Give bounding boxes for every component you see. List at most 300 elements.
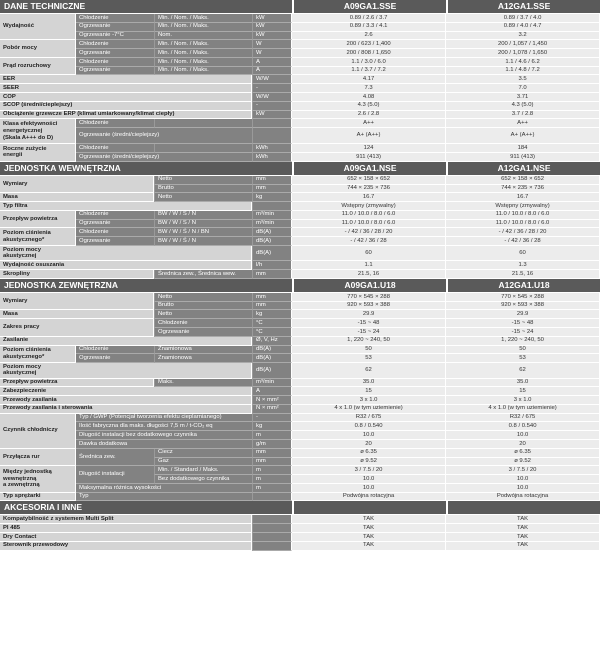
unit-label: dB(A) [252,346,292,355]
value-a: -15 ~ 24 [292,328,446,337]
value-a: 10.0 [292,475,446,484]
condition-label: Min. / Nom. / Maks. [154,40,252,49]
value-a: 1.1 / 3.7 / 7.2 [292,67,446,76]
mode-label: Ogrzewanie [76,67,154,76]
mode-label: Chłodzenie [76,119,154,128]
table-row [0,293,600,302]
row-label-line: akustycznego* [3,236,45,243]
value-a: 60 [292,246,446,261]
unit-label: N × mm² [252,396,292,405]
row-label: COP [0,93,252,102]
value-b: 10.0 [446,431,600,440]
condition-label: Bez dodatkowego czynnika [154,475,252,484]
mode-label: Ogrzewanie (średni/cieplejszy) [76,128,252,144]
value-b: 1, 220 ~ 240, 50 [446,337,600,346]
value-b: 3 x 1.0 [446,396,600,405]
table-row [0,533,600,542]
table-row [0,396,600,405]
mode-label: Ogrzewanie [76,220,154,229]
section-title: AKCESORIA I INNE [0,501,292,515]
unit-label: m [252,484,292,493]
row-label [0,346,76,364]
condition-label: BW / W / Ś / N / BN [154,228,252,237]
value-a: 3 x 1.0 [292,396,446,405]
row-label: EER [0,75,252,84]
table-row [0,431,600,440]
value-b: 652 × 158 × 652 [446,176,600,185]
table-row [0,354,600,363]
table-row [0,14,600,23]
table-row [0,23,600,32]
value-a: 200 / 808 / 1,650 [292,49,446,58]
unit-label: - [252,414,292,423]
value-a: 35.0 [292,379,446,388]
unit-label: - [252,102,292,111]
row-label: Przyłącza rur [0,449,76,467]
unit-label: W [252,40,292,49]
value-b: 62 [446,363,600,378]
unit-label: kg [252,310,292,319]
condition-label: Netto [154,176,252,185]
row-label-line: Klasa efektywności [3,121,58,128]
mode-label: Chłodzenie [76,14,154,23]
condition-label: Nom. [154,32,252,41]
table-row [0,387,600,396]
unit-label: N × mm² [252,405,292,414]
value-a: 911 (413) [292,153,446,162]
model-a-header: A09GA1.NSE [292,162,446,176]
row-label: Wydajność [0,14,76,40]
value-b: TAK [446,524,600,533]
value-b: 11.0 / 10.0 / 8.0 / 6.0 [446,220,600,229]
table-row [0,422,600,431]
unit-label: dB(A) [252,237,292,246]
table-row [0,337,600,346]
unit-label: mm [252,185,292,194]
condition-label [154,144,252,153]
value-b: 0.89 / 3.7 / 4.0 [446,14,600,23]
value-a: ø 9.52 [292,458,446,467]
value-b: 10.0 [446,475,600,484]
value-b: ø 9.52 [446,458,600,467]
value-b: TAK [446,515,600,524]
table-row [0,228,600,237]
unit-label: mm [252,449,292,458]
value-a: 7.3 [292,84,446,93]
value-b: Wstępny (zmywalny) [446,202,600,211]
row-label-line: Między jednostką [3,469,52,476]
unit-label [252,493,292,502]
value-a: ø 6.35 [292,449,446,458]
value-a: TAK [292,524,446,533]
value-a: 3 / 7.5 / 20 [292,466,446,475]
row-label-line: wewnętrzną [3,475,37,482]
value-a: 15 [292,387,446,396]
condition-label: Min. / Nom. / Maks. [154,49,252,58]
condition-label: Średnica zew., Średnica wew. [154,270,252,279]
table-row [0,111,600,120]
mode-label: Ogrzewanie [76,237,154,246]
condition-label: Min. / Standard / Maks. [154,466,252,475]
model-b-header: A12GA1.U18 [446,279,600,293]
table-row [0,542,600,551]
table-row [0,310,600,319]
unit-label: kW [252,32,292,41]
row-label: Przepływ powietrza [0,379,154,388]
unit-label: A [252,58,292,67]
value-a: 744 × 235 × 736 [292,185,446,194]
table-row [0,449,600,458]
value-a: 920 × 593 × 388 [292,302,446,311]
value-a: 124 [292,144,446,153]
table-row [0,176,600,185]
row-label [0,246,252,261]
condition-label: Netto [154,193,252,202]
value-b: 3.2 [446,32,600,41]
value-a: 1.1 / 3.0 / 6.0 [292,58,446,67]
table-row [0,128,600,144]
mode-label: Chłodzenie [76,211,154,220]
value-a: 21.5, 16 [292,270,446,279]
value-a: 770 × 545 × 288 [292,293,446,302]
mode-label: Ogrzewanie -7°C [76,32,154,41]
unit-label: m [252,466,292,475]
table-row [0,193,600,202]
unit-label: kW [252,14,292,23]
unit-label: °C [252,319,292,328]
table-row [0,493,600,502]
table-row [0,75,600,84]
unit-label: - [252,84,292,93]
table-row [0,524,600,533]
value-a: 2.6 / 2.8 [292,111,446,120]
value-a: 16.7 [292,193,446,202]
value-a: Podwójna rotacyjna [292,493,446,502]
value-b: - / 42 / 36 / 28 [446,237,600,246]
condition-label: Typ / GWP (Potencjał tworzenia efektu cieplarnianego) [76,414,252,423]
value-b: 16.7 [446,193,600,202]
row-label: Przewody zasilania [0,396,252,405]
value-b: 0.8 / 0.540 [446,422,600,431]
row-label: Typ filtra [0,202,252,211]
value-a: 0.89 / 3.3 / 4.1 [292,23,446,32]
condition-label: Ogrzewanie [154,328,252,337]
unit-label: mm [252,176,292,185]
unit-label: A [252,387,292,396]
table-row [0,84,600,93]
row-label: Typ sprężarki [0,493,76,502]
row-label: SEER [0,84,252,93]
section-title: JEDNOSTKA ZEWNĘTRZNA [0,279,292,293]
row-label [0,466,76,492]
table-row [0,32,600,41]
mode-label: Chłodzenie [76,228,154,237]
value-b: ø 6.35 [446,449,600,458]
unit-label: dB(A) [252,228,292,237]
condition-label: Gaz [154,458,252,467]
value-b: 770 × 545 × 288 [446,293,600,302]
value-b: 11.0 / 10.0 / 8.0 / 6.0 [446,211,600,220]
condition-label: Netto [154,293,252,302]
condition-label: Dawka dodatkowa [76,440,252,449]
value-a: A++ [292,119,446,128]
value-a: 62 [292,363,446,378]
table-row [0,237,600,246]
row-label-line: a zewnętrzną [3,482,40,489]
value-a: TAK [292,542,446,551]
value-a: 4.17 [292,75,446,84]
value-a: TAK [292,515,446,524]
unit-label: °C [252,328,292,337]
value-a: 652 × 158 × 652 [292,176,446,185]
condition-label: Maksymalna różnica wysokości [76,484,252,493]
table-row [0,440,600,449]
row-label: Pobór mocy [0,40,76,58]
row-label: Wydajność osuszania [0,261,252,270]
unit-label: Ø, V, Hz [252,337,292,346]
condition-label: Chłodzenie [154,319,252,328]
row-label-line: akustycznej [3,253,37,260]
row-label-line: Roczne zużycie [3,145,47,152]
unit-label: m [252,431,292,440]
value-b: 3.71 [446,93,600,102]
unit-label [252,515,292,524]
table-row [0,58,600,67]
mode-label: Chłodzenie [76,58,154,67]
row-label [0,228,76,246]
value-a: 0.89 / 2.6 / 3.7 [292,14,446,23]
value-a: 2.6 [292,32,446,41]
section-header-accessories [0,501,600,515]
condition-label: Min. / Nom. / Maks. [154,14,252,23]
table-row [0,144,600,153]
value-b: 1.1 / 4.6 / 6.2 [446,58,600,67]
model-a-header [292,501,446,515]
row-label: SCOP (średni/cieplejszy) [0,102,252,111]
value-b: 60 [446,246,600,261]
unit-label: A [252,67,292,76]
unit-label: m³/min [252,379,292,388]
table-row [0,270,600,279]
row-label-line: akustycznego* [3,353,45,360]
value-b: 4.3 (5.0) [446,102,600,111]
row-label: Przepływ powietrza [0,211,76,229]
condition-label: BW / W / Ś / N [154,220,252,229]
value-a: 200 / 623 / 1,400 [292,40,446,49]
row-label: Obciążenie grzewcze ERP (klimat umiarkowany/klimat ciepły) [0,111,252,120]
mode-label: Chłodzenie [76,40,154,49]
unit-label: kW [252,111,292,120]
table-row [0,119,600,128]
condition-label: Ciecz [154,449,252,458]
row-label [0,363,252,378]
mode-label: Ogrzewanie [76,49,154,58]
model-a-header: A09GA1.U18 [292,279,446,293]
mode-label: Chłodzenie [76,346,154,355]
condition-label: Brutto [154,185,252,194]
value-b: 1.1 / 4.8 / 7.2 [446,67,600,76]
model-b-header: A12GA1.NSE [446,162,600,176]
unit-label: dB(A) [252,246,292,261]
table-row [0,40,600,49]
value-b: 35.0 [446,379,600,388]
condition-label: Długość instalacji bez dodatkowego czynnika [76,431,252,440]
value-b: 184 [446,144,600,153]
section-header-technical [0,0,600,14]
unit-label: kW [252,23,292,32]
row-label: Dry Contact [0,533,252,542]
unit-label: W [252,49,292,58]
unit-label: kWh [252,144,292,153]
unit-label: g/m [252,440,292,449]
value-b: A+ (A++) [446,128,600,144]
unit-label: mm [252,302,292,311]
value-b: 920 × 593 × 388 [446,302,600,311]
value-b: 20 [446,440,600,449]
condition-label: Netto [154,310,252,319]
condition-label: Min. / Nom. / Maks. [154,23,252,32]
unit-label [252,524,292,533]
row-label: Przewody zasilania i sterowania [0,405,252,414]
value-b: 50 [446,346,600,355]
mode-label: Chłodzenie [76,144,154,153]
value-b: 0.89 / 4.0 / 4.7 [446,23,600,32]
value-b: 1.3 [446,261,600,270]
unit-label: m³/min [252,211,292,220]
mode-label: Ogrzewanie [76,354,154,363]
unit-label: dB(A) [252,354,292,363]
value-b: 3.5 [446,75,600,84]
unit-label [252,128,292,144]
value-a: 4.08 [292,93,446,102]
value-b: 21.5, 16 [446,270,600,279]
condition-label: Znamionowa [154,346,252,355]
row-label: Kompatybilność z systemem Multi Split [0,515,252,524]
value-a: 4 x 1.0 (w tym uziemienie) [292,405,446,414]
row-label-line: Poziom ciśnienia [3,347,51,354]
value-a: R32 / 675 [292,414,446,423]
table-row [0,220,600,229]
value-b: 200 / 1,078 / 1,650 [446,49,600,58]
table-row [0,261,600,270]
unit-label: kg [252,193,292,202]
table-row [0,515,600,524]
row-label-line: Poziom mocy [3,363,41,370]
table-row [0,153,600,162]
unit-label: mm [252,270,292,279]
value-b: 4 x 1.0 (w tym uziemienie) [446,405,600,414]
table-row [0,346,600,355]
condition-label: Ilość fabryczna dla maks. długości 7,5 m / t-CO₂ eq [76,422,252,431]
row-label: Wymiary [0,176,154,194]
row-label: Masa [0,193,154,202]
table-row [0,67,600,76]
unit-label: mm [252,458,292,467]
value-a: 4.3 (5.0) [292,102,446,111]
model-b-header: A12GA1.SSE [446,0,600,14]
condition-label: Maks. [154,379,252,388]
unit-label: m³/min [252,220,292,229]
row-label [0,119,76,144]
condition-label: BW / W / Ś / N [154,211,252,220]
table-row [0,202,600,211]
value-b: - / 42 / 36 / 28 / 20 [446,228,600,237]
row-label [0,144,76,162]
value-a: 1, 220 ~ 240, 50 [292,337,446,346]
value-a: 53 [292,354,446,363]
value-a: - / 42 / 36 / 28 [292,237,446,246]
row-label-line: Poziom ciśnienia [3,230,51,237]
row-label: Wymiary [0,293,154,311]
row-label: Czynnik chłodniczy [0,414,76,449]
value-b: 53 [446,354,600,363]
value-a: TAK [292,533,446,542]
model-b-header [446,501,600,515]
table-row [0,379,600,388]
value-b: -15 ~ 24 [446,328,600,337]
unit-label: kg [252,422,292,431]
value-a: 10.0 [292,484,446,493]
table-row [0,363,600,378]
value-b: 29.9 [446,310,600,319]
unit-label: dB(A) [252,363,292,378]
section-title: JEDNOSTKA WEWNĘTRZNA [0,162,292,176]
row-label: Zakres pracy [0,319,154,337]
section-header-outdoor [0,279,600,293]
unit-label [252,202,292,211]
row-label: Zasilanie [0,337,252,346]
row-label-line: Poziom mocy [3,246,41,253]
value-a: - / 42 / 36 / 28 / 20 [292,228,446,237]
table-row [0,49,600,58]
value-a: 1.1 [292,261,446,270]
unit-label [252,542,292,551]
value-b: 911 (413) [446,153,600,162]
condition-label: Brutto [154,302,252,311]
row-label-line: energii [3,152,23,159]
unit-label: W/W [252,93,292,102]
section-title: DANE TECHNICZNE [0,0,292,14]
table-row [0,466,600,475]
model-a-header: A09GA1.SSE [292,0,446,14]
value-b: TAK [446,542,600,551]
mode-label: Długość instalacji [76,466,154,484]
value-b: 3.7 / 2.8 [446,111,600,120]
value-a: 20 [292,440,446,449]
unit-label: l/h [252,261,292,270]
table-row [0,93,600,102]
value-b: R32 / 675 [446,414,600,423]
value-b: 3 / 7.5 / 20 [446,466,600,475]
row-label: PI 485 [0,524,252,533]
unit-label: W/W [252,75,292,84]
value-b: Podwójna rotacyjna [446,493,600,502]
condition-label: Znamionowa [154,354,252,363]
condition-label [154,119,252,128]
value-a: A+ (A++) [292,128,446,144]
unit-label: m [252,475,292,484]
condition-label: Typ [76,493,252,502]
row-label: Masa [0,310,154,319]
condition-label: Min. / Nom. / Maks. [154,67,252,76]
condition-label: BW / W / Ś / N [154,237,252,246]
value-b: 744 × 235 × 736 [446,185,600,194]
unit-label: kWh [252,153,292,162]
unit-label: mm [252,293,292,302]
row-label: Zabezpieczenie [0,387,252,396]
value-a: 50 [292,346,446,355]
mode-label: Średnica zew. [76,449,154,467]
